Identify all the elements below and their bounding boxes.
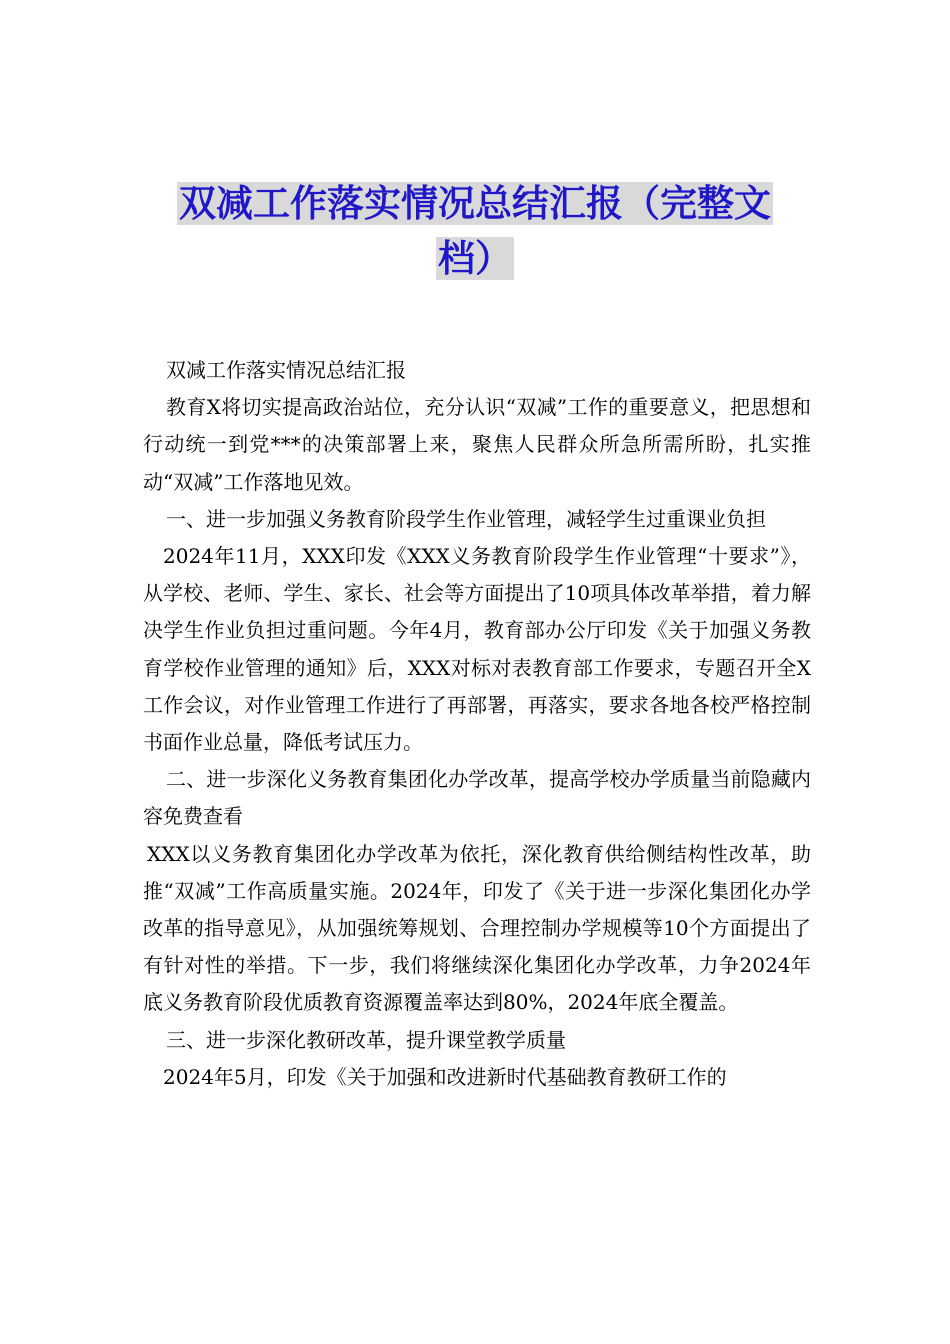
title-line-1: 双减工作落实情况总结汇报（完整文	[179, 182, 771, 225]
section-heading-2: 二、进一步深化义务教育集团化办学改革，提高学校办学质量当前隐藏内容免费查看	[143, 767, 811, 829]
section-heading-1: 一、进一步加强义务教育阶段学生作业管理，减轻学生过重课业负担	[166, 506, 766, 531]
paragraph-intro: 教育X将切实提高政治站位，充分认识“双减”工作的重要意义，把思想和行动统一到党***的决策部署上来，聚焦人民群众所急所需所盼，扎实推动“双减”工作落地见效。	[143, 395, 811, 494]
section-heading-3: 三、进一步深化教研改革，提升课堂教学质量	[166, 1027, 566, 1052]
paragraph-section-1: 2024年11月，XXX印发《XXX义务教育阶段学生作业管理“十要求”》，从学校、老师、学生、家长、社会等方面提出了10项具体改革举措，着力解决学生作业负担过重问题。今年4月，教育部办公厅印发《关于加强义务教育学校作业管理的通知》后，XXX对标对表教育部工作要求，专题召开全X工作会议，对作业管理工作进行了再部署，再落实，要求各地各校严格控制书面作业总量，降低考试压力。	[143, 544, 811, 755]
paragraph-section-2: XXX以义务教育集团化办学改革为依托，深化教育供给侧结构性改革，助推“双减”工作高质量实施。2024年，印发了《关于进一步深化集团化办学改革的指导意见》，从加强统筹规划、合理控制办学规模等10个方面提出了有针对性的举措。下一步，我们将继续深化集团化办学改革，力争2024年底义务教育阶段优质教育资源覆盖率达到80%，2024年底全覆盖。	[143, 841, 811, 1015]
document-title	[150, 176, 800, 286]
paragraph-section-3: 2024年5月，印发《关于加强和改进新时代基础教育教研工作的	[163, 1064, 727, 1089]
document-body	[143, 352, 811, 1096]
title-line-2: 档）	[438, 237, 512, 280]
paragraph-subtitle: 双减工作落实情况总结汇报	[166, 358, 406, 382]
